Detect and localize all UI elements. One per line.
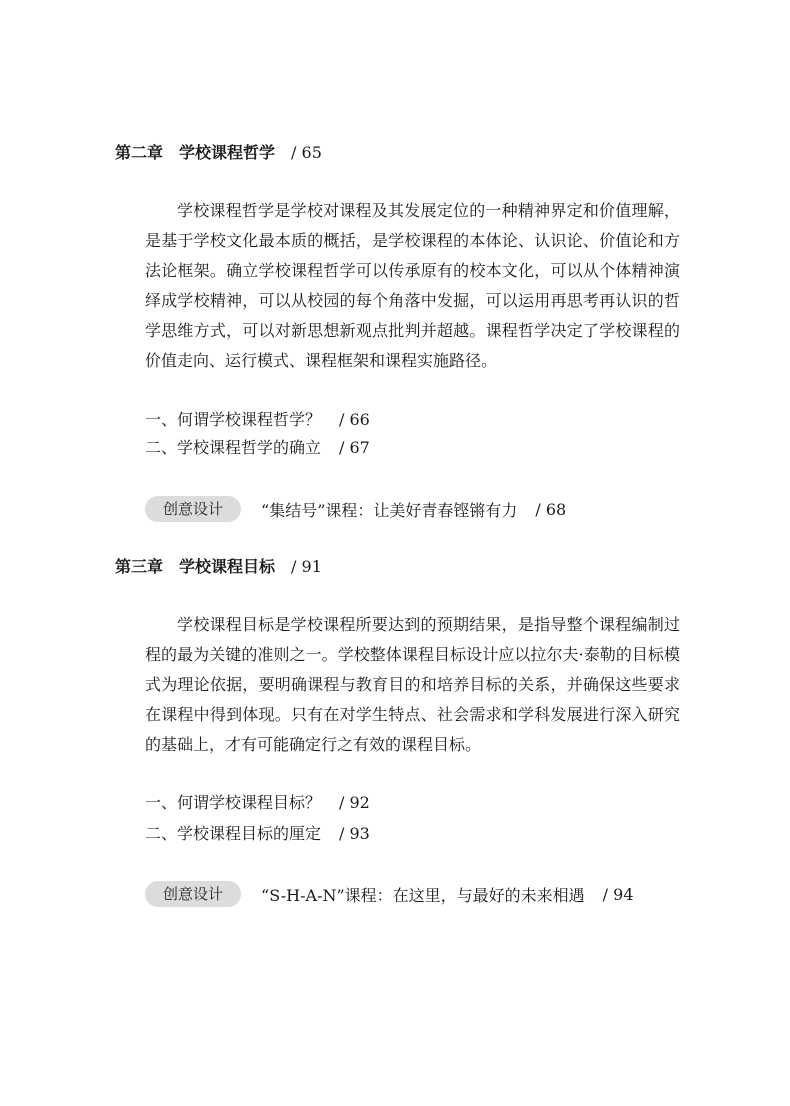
creative-design-title: “S-H-A-N”课程：在这里，与最好的未来相遇 bbox=[261, 885, 585, 905]
section-page-number: / 93 bbox=[339, 824, 370, 843]
section-label: 一、何谓学校课程目标？ bbox=[145, 793, 322, 812]
chapter-summary: 学校课程哲学是学校对课程及其发展定位的一种精神界定和价值理解，是基于学校文化最本质的概括，是学校课程的本体论、认识论、价值论和方法论框架。确立学校课程哲学可以传承原有的校本文化，可以从个体精神演绎成学校精神，可以从校园的每个角落中发掘，可以运用再思考再认识的哲学思维方式，可以对新思想新观点批判并超越。课程哲学决定了学校课程的价值走向、运行模式、课程框架和课程实施路径。 bbox=[145, 201, 680, 370]
chapter-page-number: / 91 bbox=[291, 557, 322, 576]
creative-design-page-number: / 94 bbox=[602, 884, 634, 904]
chapter-title: 学校课程哲学 bbox=[179, 143, 276, 162]
section-page-number: / 67 bbox=[339, 438, 370, 457]
creative-design-entry[interactable] bbox=[145, 881, 634, 907]
creative-design-title: “集结号”课程：让美好青春铿锵有力 bbox=[261, 500, 518, 520]
section-page-number: / 66 bbox=[339, 410, 370, 429]
section-item[interactable] bbox=[145, 410, 370, 430]
chapter-summary: 学校课程目标是学校课程所要达到的预期结果，是指导整个课程编制过程的最为关键的准则之一。学校整体课程目标设计应以拉尔夫·泰勒的目标模式为理论依据，要明确课程与教育目的和培养目标的关系，并确保这些要求在课程中得到体现。只有在对学生特点、社会需求和学科发展进行深入研究的基础上，才有可能确定行之有效的课程目标。 bbox=[145, 615, 680, 754]
section-label: 二、学校课程哲学的确立 bbox=[145, 438, 322, 457]
chapter-page-number: / 65 bbox=[291, 143, 322, 162]
chapter-number: 第二章 bbox=[115, 143, 164, 162]
section-item[interactable] bbox=[145, 438, 370, 458]
chapter-title: 学校课程目标 bbox=[179, 557, 276, 576]
creative-design-page-number: / 68 bbox=[535, 499, 567, 519]
chapter-number: 第三章 bbox=[115, 557, 164, 576]
section-label: 二、学校课程目标的厘定 bbox=[145, 824, 322, 843]
creative-design-entry[interactable] bbox=[145, 496, 566, 522]
section-item[interactable] bbox=[145, 793, 370, 813]
creative-design-badge: 创意设计 bbox=[145, 496, 241, 522]
section-page-number: / 92 bbox=[339, 793, 370, 812]
chapter-heading[interactable] bbox=[115, 557, 322, 577]
section-label: 一、何谓学校课程哲学？ bbox=[145, 410, 322, 429]
chapter-heading[interactable] bbox=[115, 143, 322, 163]
creative-design-badge: 创意设计 bbox=[145, 881, 241, 907]
section-item[interactable] bbox=[145, 824, 370, 844]
